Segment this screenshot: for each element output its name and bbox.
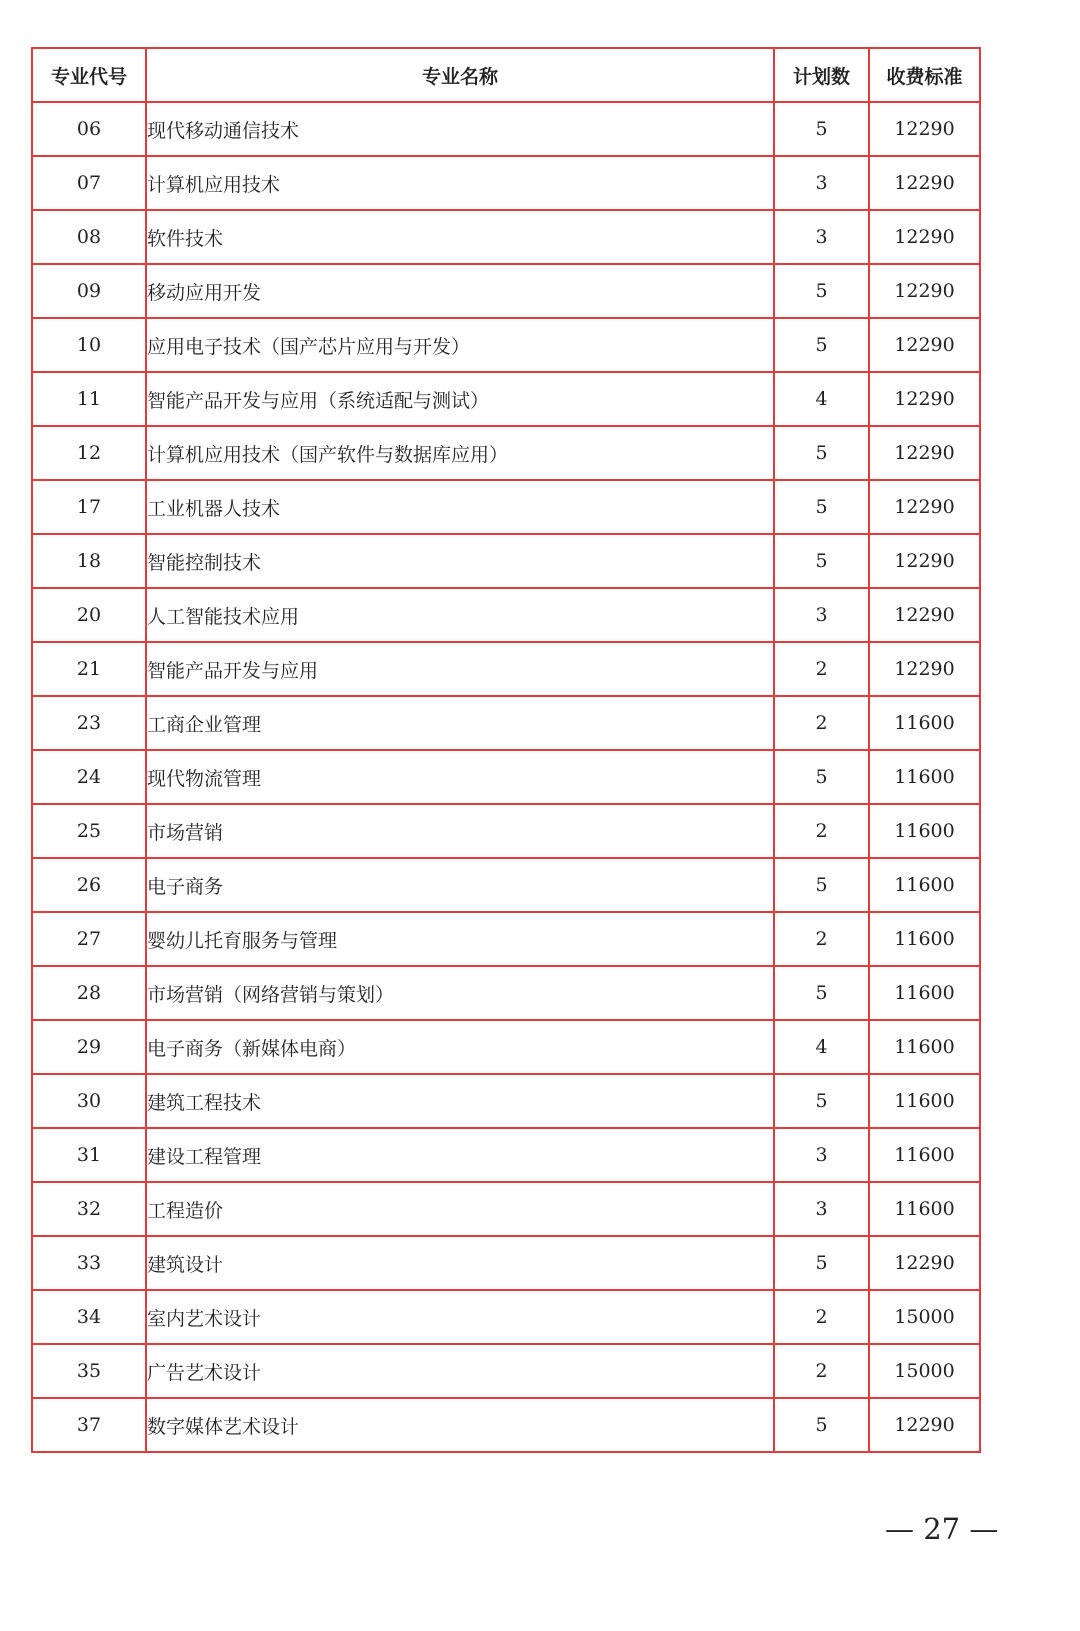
header-major-name: 专业名称 [146, 48, 774, 102]
fee-standard-cell: 11600 [869, 912, 980, 966]
major-code-cell: 35 [32, 1344, 146, 1398]
major-code-cell: 12 [32, 426, 146, 480]
table-row [32, 1236, 980, 1290]
fee-standard-cell: 11600 [869, 1182, 980, 1236]
plan-count-cell: 5 [774, 264, 869, 318]
major-name-cell: 数字媒体艺术设计 [146, 1398, 774, 1452]
major-code-cell: 08 [32, 210, 146, 264]
major-name-cell: 智能产品开发与应用（系统适配与测试） [146, 372, 774, 426]
major-name-cell: 工商企业管理 [146, 696, 774, 750]
plan-count-cell: 3 [774, 210, 869, 264]
table-row [32, 210, 980, 264]
table-row [32, 480, 980, 534]
fee-standard-cell: 12290 [869, 588, 980, 642]
plan-count-cell: 2 [774, 642, 869, 696]
plan-count-cell: 5 [774, 534, 869, 588]
fee-standard-cell: 11600 [869, 1074, 980, 1128]
major-code-cell: 31 [32, 1128, 146, 1182]
plan-count-cell: 2 [774, 696, 869, 750]
major-code-cell: 32 [32, 1182, 146, 1236]
plan-count-cell: 5 [774, 1398, 869, 1452]
major-name-cell: 应用电子技术（国产芯片应用与开发） [146, 318, 774, 372]
plan-count-cell: 2 [774, 912, 869, 966]
major-code-cell: 30 [32, 1074, 146, 1128]
header-major-code: 专业代号 [32, 48, 146, 102]
table-row [32, 588, 980, 642]
fee-standard-cell: 15000 [869, 1290, 980, 1344]
major-name-cell: 建设工程管理 [146, 1128, 774, 1182]
fee-standard-cell: 12290 [869, 372, 980, 426]
table-row [32, 1398, 980, 1452]
major-name-cell: 电子商务 [146, 858, 774, 912]
plan-count-cell: 5 [774, 102, 869, 156]
table-row [32, 696, 980, 750]
table-row [32, 372, 980, 426]
major-name-cell: 市场营销（网络营销与策划） [146, 966, 774, 1020]
fee-standard-cell: 15000 [869, 1344, 980, 1398]
plan-count-cell: 3 [774, 1128, 869, 1182]
plan-count-cell: 5 [774, 966, 869, 1020]
major-code-cell: 18 [32, 534, 146, 588]
major-code-cell: 29 [32, 1020, 146, 1074]
table-row [32, 750, 980, 804]
table-row [32, 858, 980, 912]
fee-standard-cell: 12290 [869, 102, 980, 156]
table-row [32, 912, 980, 966]
major-code-cell: 37 [32, 1398, 146, 1452]
plan-count-cell: 2 [774, 804, 869, 858]
major-name-cell: 智能控制技术 [146, 534, 774, 588]
major-name-cell: 广告艺术设计 [146, 1344, 774, 1398]
major-name-cell: 人工智能技术应用 [146, 588, 774, 642]
header-fee-standard: 收费标准 [869, 48, 980, 102]
major-name-cell: 室内艺术设计 [146, 1290, 774, 1344]
fee-standard-cell: 11600 [869, 804, 980, 858]
major-code-cell: 06 [32, 102, 146, 156]
major-code-cell: 09 [32, 264, 146, 318]
major-code-cell: 26 [32, 858, 146, 912]
major-name-cell: 现代物流管理 [146, 750, 774, 804]
plan-count-cell: 5 [774, 480, 869, 534]
major-name-cell: 建筑设计 [146, 1236, 774, 1290]
plan-count-cell: 5 [774, 318, 869, 372]
table-row [32, 1182, 980, 1236]
header-plan-count: 计划数 [774, 48, 869, 102]
table-row [32, 318, 980, 372]
table-row [32, 966, 980, 1020]
table-row [32, 1344, 980, 1398]
table-row [32, 1128, 980, 1182]
table-row [32, 1074, 980, 1128]
table-row [32, 156, 980, 210]
major-name-cell: 现代移动通信技术 [146, 102, 774, 156]
fee-standard-cell: 11600 [869, 1020, 980, 1074]
table-row [32, 426, 980, 480]
fee-standard-cell: 12290 [869, 642, 980, 696]
plan-count-cell: 3 [774, 1182, 869, 1236]
table-row [32, 102, 980, 156]
major-code-cell: 11 [32, 372, 146, 426]
fee-standard-cell: 12290 [869, 1236, 980, 1290]
fee-standard-cell: 11600 [869, 858, 980, 912]
major-name-cell: 婴幼儿托育服务与管理 [146, 912, 774, 966]
fee-standard-cell: 11600 [869, 696, 980, 750]
fee-standard-cell: 11600 [869, 1128, 980, 1182]
fee-standard-cell: 12290 [869, 210, 980, 264]
table-row [32, 1290, 980, 1344]
major-name-cell: 工程造价 [146, 1182, 774, 1236]
major-code-cell: 33 [32, 1236, 146, 1290]
table-row [32, 804, 980, 858]
fee-standard-cell: 12290 [869, 480, 980, 534]
majors-table [31, 47, 981, 1453]
major-name-cell: 计算机应用技术（国产软件与数据库应用） [146, 426, 774, 480]
major-code-cell: 24 [32, 750, 146, 804]
table-header [32, 48, 980, 102]
table-row [32, 264, 980, 318]
major-code-cell: 27 [32, 912, 146, 966]
major-code-cell: 28 [32, 966, 146, 1020]
fee-standard-cell: 12290 [869, 1398, 980, 1452]
plan-count-cell: 5 [774, 750, 869, 804]
major-code-cell: 20 [32, 588, 146, 642]
table-row [32, 642, 980, 696]
plan-count-cell: 5 [774, 858, 869, 912]
page-number: — 27 — [885, 1512, 999, 1546]
major-code-cell: 07 [32, 156, 146, 210]
fee-standard-cell: 12290 [869, 426, 980, 480]
major-code-cell: 23 [32, 696, 146, 750]
plan-count-cell: 2 [774, 1290, 869, 1344]
major-name-cell: 智能产品开发与应用 [146, 642, 774, 696]
major-name-cell: 计算机应用技术 [146, 156, 774, 210]
fee-standard-cell: 12290 [869, 534, 980, 588]
major-code-cell: 21 [32, 642, 146, 696]
major-name-cell: 软件技术 [146, 210, 774, 264]
major-code-cell: 17 [32, 480, 146, 534]
major-code-cell: 25 [32, 804, 146, 858]
fee-standard-cell: 12290 [869, 318, 980, 372]
plan-count-cell: 4 [774, 372, 869, 426]
major-name-cell: 建筑工程技术 [146, 1074, 774, 1128]
major-code-cell: 10 [32, 318, 146, 372]
fee-standard-cell: 11600 [869, 966, 980, 1020]
plan-count-cell: 2 [774, 1344, 869, 1398]
fee-standard-cell: 11600 [869, 750, 980, 804]
major-name-cell: 电子商务（新媒体电商） [146, 1020, 774, 1074]
fee-standard-cell: 12290 [869, 264, 980, 318]
plan-count-cell: 3 [774, 156, 869, 210]
plan-count-cell: 5 [774, 1074, 869, 1128]
fee-standard-cell: 12290 [869, 156, 980, 210]
table-body [32, 102, 980, 1452]
table-row [32, 1020, 980, 1074]
major-name-cell: 移动应用开发 [146, 264, 774, 318]
plan-count-cell: 5 [774, 1236, 869, 1290]
table-row [32, 534, 980, 588]
plan-count-cell: 5 [774, 426, 869, 480]
plan-count-cell: 3 [774, 588, 869, 642]
major-code-cell: 34 [32, 1290, 146, 1344]
major-name-cell: 市场营销 [146, 804, 774, 858]
header-row [32, 48, 980, 102]
major-name-cell: 工业机器人技术 [146, 480, 774, 534]
plan-count-cell: 4 [774, 1020, 869, 1074]
